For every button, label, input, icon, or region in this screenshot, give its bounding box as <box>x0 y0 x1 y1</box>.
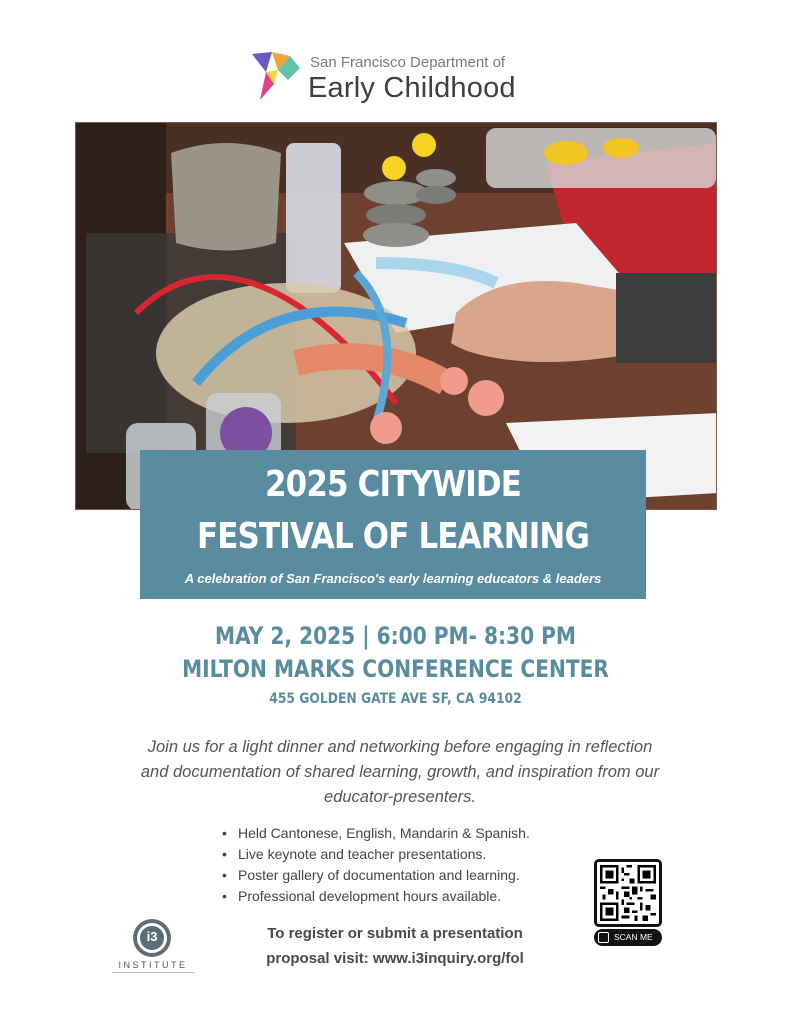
sfdec-logo-mark-icon <box>250 48 306 104</box>
festival-title-banner <box>140 450 646 599</box>
title-subtitle: A celebration of San Francisco's early learning educators & leaders <box>184 571 602 586</box>
feature-list <box>222 823 530 907</box>
qr-code[interactable] <box>594 859 662 927</box>
list-item: • Live keynote and teacher presentations. <box>222 844 530 865</box>
event-address: 455 GOLDEN GATE AVE SF, CA 94102 <box>269 691 522 707</box>
title-line-1: 2025 CITYWIDE <box>264 464 522 505</box>
list-item: • Held Cantonese, English, Mandarin & Spanish. <box>222 823 530 844</box>
org-name-small: San Francisco Department of <box>310 54 506 71</box>
sfdec-logo <box>250 48 550 106</box>
scan-me-label: SCAN ME <box>614 932 653 942</box>
event-venue: MILTON MARKS CONFERENCE CENTER <box>182 655 609 683</box>
institute-name: INSTITUTE <box>118 960 188 970</box>
org-name-big: Early Childhood <box>308 72 516 104</box>
qr-code-icon <box>600 865 656 921</box>
register-line-1: To register or submit a presentation <box>267 925 523 942</box>
title-line-2: FESTIVAL OF LEARNING <box>196 516 590 557</box>
institute-mark-text: i3 <box>146 929 158 944</box>
register-line-2[interactable]: proposal visit: www.i3inquiry.org/fol <box>266 950 524 967</box>
register-info <box>220 921 570 971</box>
institute-logo <box>112 919 194 975</box>
scan-me-badge <box>594 929 662 946</box>
list-item: • Poster gallery of documentation and learning. <box>222 865 530 886</box>
intro-paragraph: Join us for a light dinner and networking before engaging in reflection and documentation of shared learning, growth, and inspiration from our educator-presenters. <box>140 738 660 806</box>
phone-scan-icon <box>598 932 609 943</box>
event-datetime: MAY 2, 2025 | 6:00 PM- 8:30 PM <box>215 622 576 650</box>
list-item: • Professional development hours available. <box>222 886 530 907</box>
